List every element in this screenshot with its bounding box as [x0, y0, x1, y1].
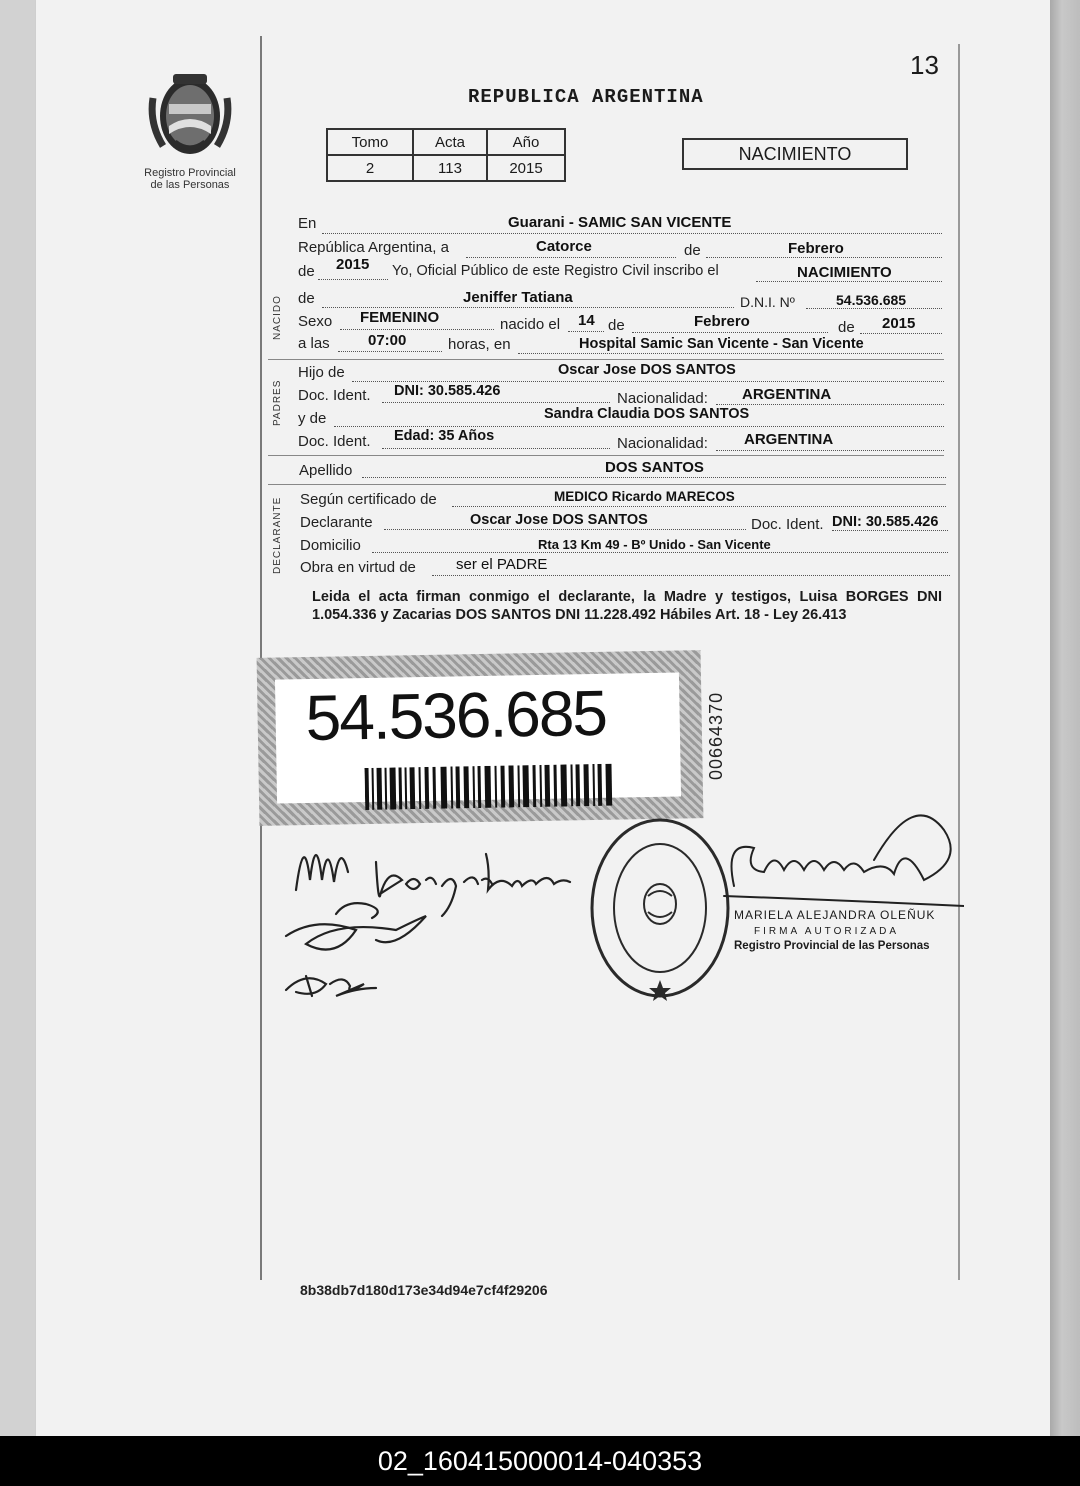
section-label-nacido: NACIDO: [272, 295, 283, 340]
certificate-value: MEDICO Ricardo MARECOS: [554, 489, 735, 504]
registry-logo: [140, 68, 240, 191]
obra-value: ser el PADRE: [456, 556, 548, 573]
dotted-line: [322, 233, 942, 234]
record-type-box: NACIMIENTO: [682, 138, 908, 170]
section-divider: [268, 455, 944, 456]
sticker-label: [275, 673, 681, 804]
sticker-serial: 00664370: [706, 691, 726, 780]
dotted-line: [362, 477, 946, 478]
official-name: MARIELA ALEJANDRA OLEÑUK: [734, 908, 936, 922]
header-acta: Acta: [413, 129, 487, 155]
value-acta: 113: [413, 155, 487, 181]
dotted-line: [756, 281, 942, 282]
dotted-line: [518, 353, 942, 354]
label-dni: D.N.I. Nº: [740, 294, 795, 310]
address-value: Rta 13 Km 49 - Bº Unido - San Vicente: [538, 537, 771, 552]
place-value: Guarani - SAMIC SAN VICENTE: [508, 214, 732, 231]
birth-time: 07:00: [368, 332, 407, 349]
label-de-2: de: [608, 317, 625, 334]
day-value: Catorce: [536, 238, 592, 255]
dotted-line: [338, 351, 442, 352]
label-alas: a las: [298, 335, 330, 352]
dotted-line: [382, 402, 610, 403]
barcode-icon: [365, 764, 616, 810]
label-de-3: de: [838, 319, 855, 336]
document-hash: 8b38db7d180d173e34d94e7cf4f29206: [300, 1282, 548, 1298]
label-yde: y de: [298, 410, 327, 427]
label-de-name: de: [298, 290, 315, 307]
event-value: NACIMIENTO: [797, 264, 892, 281]
child-name: Jeniffer Tatiana: [463, 289, 573, 306]
official-role: FIRMA AUTORIZADA: [754, 926, 900, 937]
dotted-line: [340, 329, 494, 330]
section-label-declarante: DECLARANTE: [272, 496, 283, 574]
label-apellido: Apellido: [299, 462, 353, 479]
section-divider: [268, 484, 946, 485]
father-doc: DNI: 30.585.426: [394, 383, 501, 399]
birth-month: Febrero: [694, 313, 750, 330]
dotted-line: [832, 530, 948, 531]
provincial-coat-of-arms-icon: [145, 68, 235, 160]
dotted-line: [382, 448, 610, 449]
page-number: 13: [910, 50, 939, 80]
reference-table: [326, 128, 566, 182]
dni-sticker: [257, 650, 704, 826]
birth-day: 14: [578, 312, 595, 329]
official-signature-icon: [714, 800, 964, 910]
label-hijo: Hijo de: [298, 364, 345, 381]
label-nac-mother: Nacionalidad:: [617, 435, 708, 452]
closing-text: Leida el acta firman conmigo el declarante, la Madre y testigos, Luisa BORGES DNI 1.054.336 y Zacarias DOS SANTOS DNI 11.228.492 Hábiles Art. 18 - Ley 26.413: [312, 589, 942, 623]
header-ano: Año: [487, 129, 565, 155]
sticker-number: 54.536.685: [304, 676, 607, 755]
label-de: de: [684, 242, 701, 259]
dotted-line: [372, 552, 948, 553]
dotted-line: [716, 450, 944, 451]
label-domicilio: Domicilio: [300, 537, 361, 554]
dotted-line: [384, 529, 746, 530]
label-doc-mother: Doc. Ident.: [298, 433, 371, 450]
label-republic: República Argentina, a: [298, 239, 449, 256]
father-name: Oscar Jose DOS SANTOS: [558, 362, 736, 378]
dotted-line: [318, 279, 388, 280]
value-tomo: 2: [327, 155, 413, 181]
month-value: Febrero: [788, 240, 844, 257]
official-stamp: [734, 908, 935, 952]
label-doc-father: Doc. Ident.: [298, 387, 371, 404]
dotted-line: [466, 257, 676, 258]
label-horas: horas, en: [448, 336, 511, 353]
child-dni: 54.536.685: [836, 292, 907, 308]
witness-signatures-icon: [276, 820, 596, 1020]
dotted-line: [334, 426, 944, 427]
official-text: Yo, Oficial Público de este Registro Civil inscribo el: [392, 263, 719, 279]
birth-year: 2015: [882, 315, 916, 332]
label-year-de: de: [298, 263, 315, 280]
dotted-line: [352, 381, 944, 382]
page-edge: [1050, 0, 1080, 1436]
dotted-line: [452, 506, 946, 507]
mother-name: Sandra Claudia DOS SANTOS: [544, 406, 750, 422]
mother-doc: Edad: 35 Años: [394, 428, 495, 444]
value-ano: 2015: [487, 155, 565, 181]
label-declarante: Declarante: [300, 514, 373, 531]
official-office: Registro Provincial de las Personas: [734, 940, 930, 952]
sexo-value: FEMENINO: [360, 309, 440, 326]
dotted-line: [432, 575, 950, 576]
mother-nationality: ARGENTINA: [744, 431, 834, 448]
dotted-line: [806, 308, 942, 309]
dotted-line: [860, 333, 942, 334]
dotted-line: [716, 404, 944, 405]
label-en: En: [298, 215, 317, 232]
section-divider: [268, 359, 944, 360]
father-nationality: ARGENTINA: [742, 386, 832, 403]
footer-id-bar: 02_160415000014-040353: [0, 1436, 1080, 1486]
label-nacido: nacido el: [500, 316, 561, 333]
birth-place: Hospital Samic San Vicente - San Vicente: [579, 336, 864, 352]
label-obra: Obra en virtud de: [300, 559, 416, 576]
declarant-name: Oscar Jose DOS SANTOS: [470, 512, 648, 528]
header-tomo: Tomo: [327, 129, 413, 155]
country-title: REPUBLICA ARGENTINA: [468, 86, 704, 108]
label-certificado: Según certificado de: [300, 491, 437, 508]
dotted-line: [706, 257, 942, 258]
label-doc-declarant: Doc. Ident.: [751, 516, 824, 533]
label-sexo: Sexo: [298, 313, 333, 330]
logo-caption-line1: Registro Provincial: [144, 167, 236, 179]
surname-value: DOS SANTOS: [605, 459, 704, 476]
section-label-padres: PADRES: [272, 379, 283, 426]
dotted-line: [322, 307, 734, 308]
right-margin-line: [958, 44, 960, 1280]
dotted-line: [632, 332, 828, 333]
dotted-line: [568, 331, 604, 332]
label-nac-father: Nacionalidad:: [617, 390, 708, 407]
year-value: 2015: [336, 256, 370, 273]
declarant-doc: DNI: 30.585.426: [832, 514, 939, 530]
logo-caption-line2: de las Personas: [150, 179, 230, 191]
